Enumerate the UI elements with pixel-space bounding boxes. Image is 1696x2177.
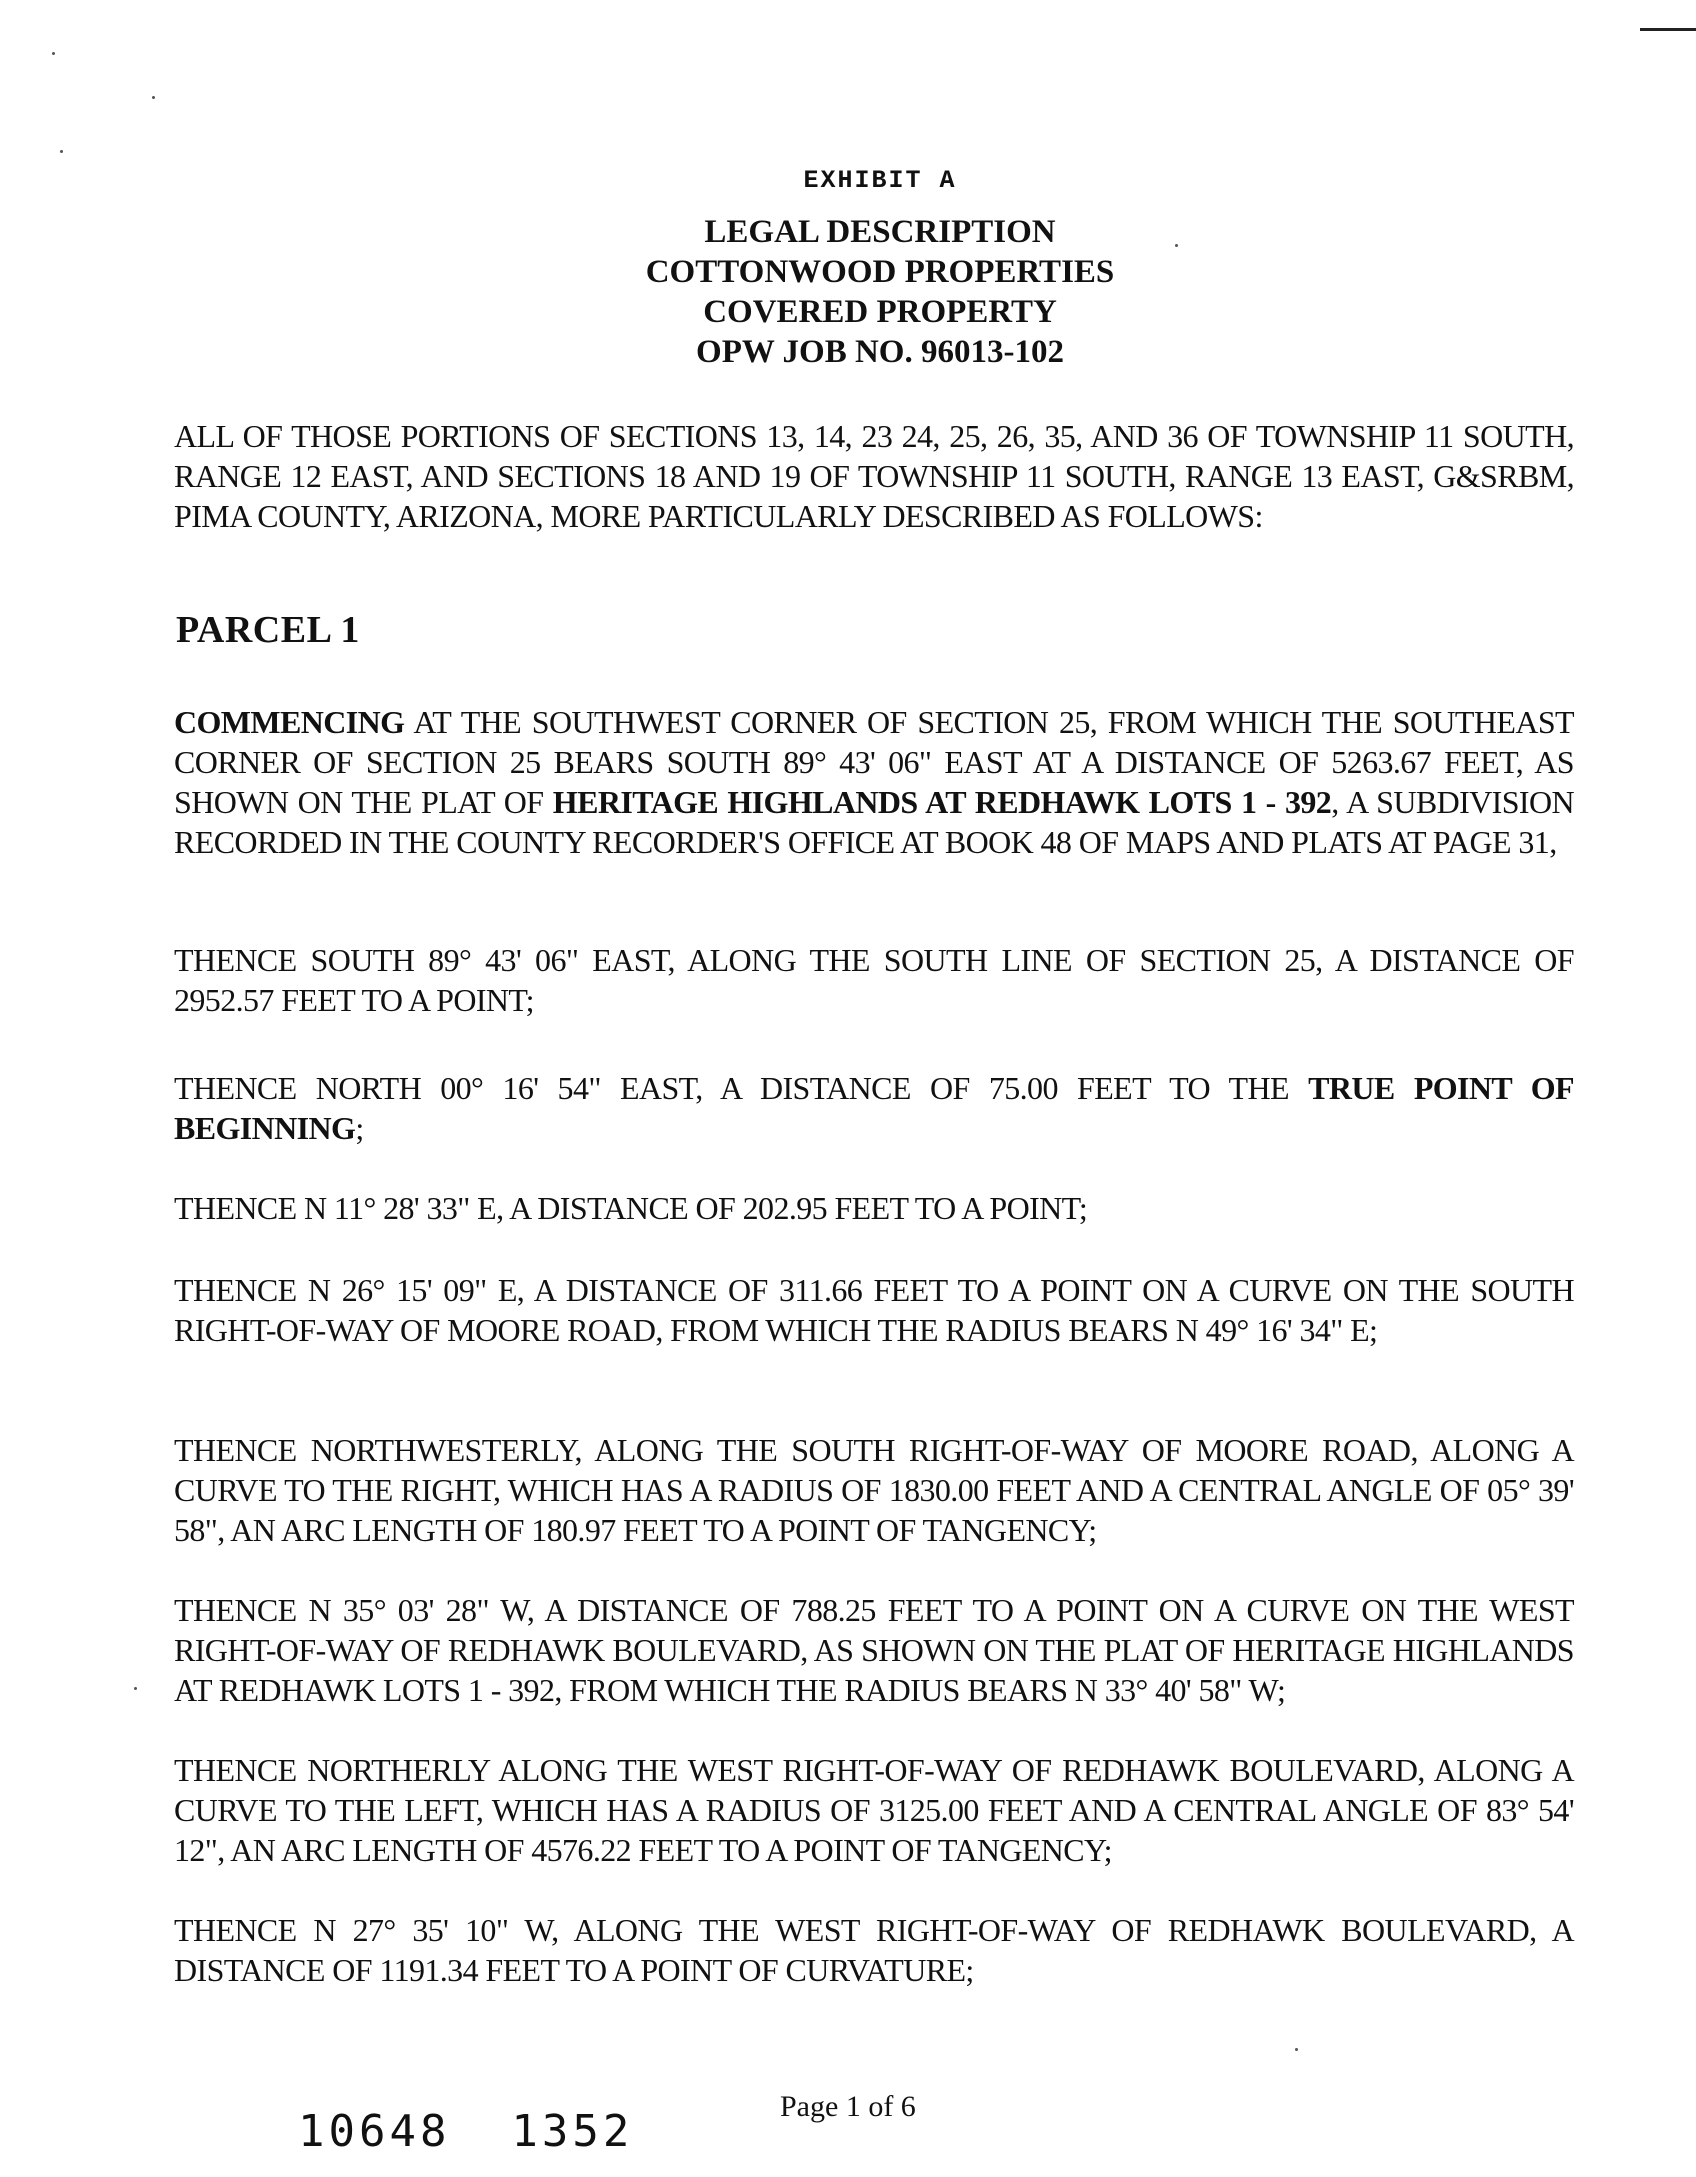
scan-speck [134, 1687, 137, 1690]
course-text: ; [355, 1110, 364, 1146]
page-number: Page 1 of 6 [780, 2090, 916, 2123]
recording-stamp: 10648 1352 [298, 2106, 634, 2157]
course-paragraph: THENCE NORTHWESTERLY, ALONG THE SOUTH RIGHT-OF-WAY OF MOORE ROAD, ALONG A CURVE TO THE RIGHT, WHICH HAS A RADIUS OF 1830.00 FEET AND A CENTRAL ANGLE OF 05° 39' 58", AN ARC LENGTH OF 180.97 FEET TO A POINT OF TANGENCY; [174, 1432, 1574, 1548]
title-line: COVERED PROPERTY [703, 294, 1057, 330]
true-point-of-beginning: TRUE POINT OF BEGINNING [174, 1070, 1574, 1146]
exhibit-label: EXHIBIT A [803, 166, 957, 195]
document-title [560, 212, 1200, 372]
course-paragraph: THENCE N 27° 35' 10" W, ALONG THE WEST RIGHT-OF-WAY OF REDHAWK BOULEVARD, A DISTANCE OF 1191.34 FEET TO A POINT OF CURVATURE; [174, 1912, 1574, 1988]
scan-speck [52, 52, 55, 55]
course-paragraph: THENCE NORTHERLY ALONG THE WEST RIGHT-OF-WAY OF REDHAWK BOULEVARD, ALONG A CURVE TO THE LEFT, WHICH HAS A RADIUS OF 3125.00 FEET AND A CENTRAL ANGLE OF 83° 54' 12", AN ARC LENGTH OF 4576.22 FEET TO A POINT OF TANGENCY; [174, 1752, 1574, 1868]
commencing-lead: COMMENCING [174, 704, 405, 740]
title-line: COTTONWOOD PROPERTIES [645, 254, 1115, 290]
course-text: THENCE NORTH 00° 16' 54" EAST, A DISTANCE OF 75.00 FEET TO THE [174, 1070, 1309, 1106]
scan-edge-mark [1640, 28, 1696, 31]
course-paragraph: THENCE SOUTH 89° 43' 06" EAST, ALONG THE SOUTH LINE OF SECTION 25, A DISTANCE OF 2952.57 FEET TO A POINT; [174, 942, 1574, 1018]
commencing-text: , A SUBDIVISION RECORDED IN THE COUNTY RECORDER'S OFFICE AT BOOK 48 OF MAPS AND PLATS AT PAGE 31, [174, 784, 1574, 860]
parcel-heading: PARCEL 1 [176, 609, 360, 651]
course-paragraph: THENCE N 35° 03' 28" W, A DISTANCE OF 788.25 FEET TO A POINT ON A CURVE ON THE WEST RIGHT-OF-WAY OF REDHAWK BOULEVARD, AS SHOWN ON THE PLAT OF HERITAGE HIGHLANDS AT REDHAWK LOTS 1 - 392, FROM WHICH THE RADIUS BEARS N 33° 40' 58" W; [174, 1592, 1574, 1708]
title-line: LEGAL DESCRIPTION [704, 214, 1056, 250]
course-paragraph: THENCE N 26° 15' 09" E, A DISTANCE OF 311.66 FEET TO A POINT ON A CURVE ON THE SOUTH RIGHT-OF-WAY OF MOORE ROAD, FROM WHICH THE RADIUS BEARS N 49° 16' 34" E; [174, 1272, 1574, 1348]
commencing-paragraph [174, 702, 1574, 862]
scan-speck [152, 96, 155, 99]
course-paragraph: THENCE N 11° 28' 33" E, A DISTANCE OF 202.95 FEET TO A POINT; [174, 1190, 1088, 1226]
scan-speck [60, 150, 63, 153]
job-number: OPW JOB NO. 96013-102 [696, 334, 1064, 370]
course-paragraph [174, 1068, 1574, 1148]
plat-name: HERITAGE HIGHLANDS AT REDHAWK LOTS 1 - 392 [552, 784, 1332, 820]
commencing-text: AT THE SOUTHWEST CORNER OF SECTION 25, FROM WHICH THE SOUTHEAST CORNER OF SECTION 25 BEARS SOUTH 89° 43' 06" EAST AT A DISTANCE OF 5263.67 FEET, AS SHOWN ON THE PLAT OF [174, 704, 1574, 820]
scan-speck [1295, 2048, 1298, 2051]
intro-paragraph: ALL OF THOSE PORTIONS OF SECTIONS 13, 14, 23 24, 25, 26, 35, AND 36 OF TOWNSHIP 11 SOUTH, RANGE 12 EAST, AND SECTIONS 18 AND 19 OF TOWNSHIP 11 SOUTH, RANGE 13 EAST, G&SRBM, PIMA COUNTY, ARIZONA, MORE PARTICULARLY DESCRIBED AS FOLLOWS: [174, 418, 1574, 534]
